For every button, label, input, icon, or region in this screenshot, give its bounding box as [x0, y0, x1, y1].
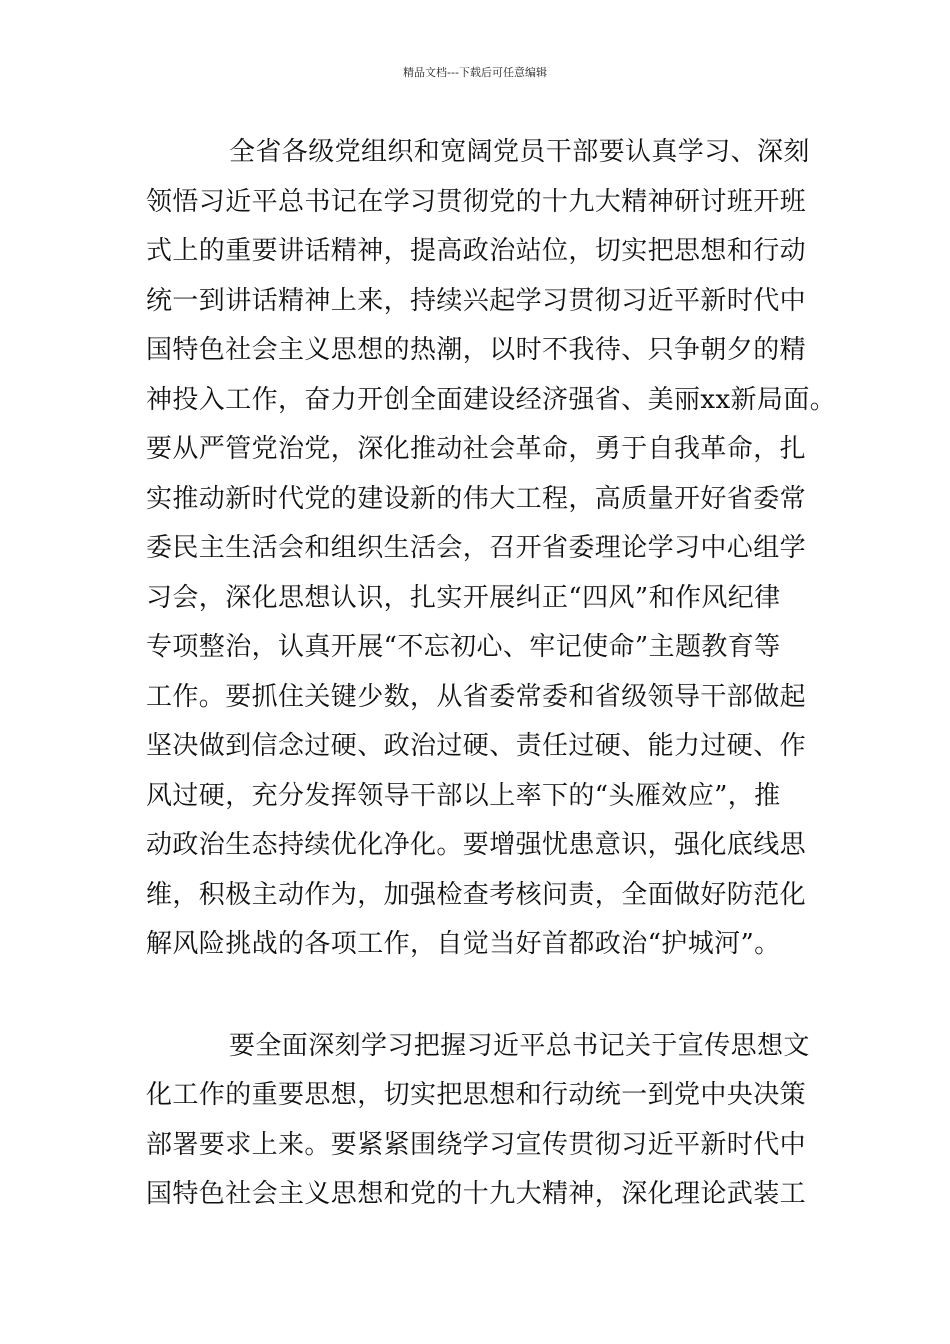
paragraph-line: 委民主生活会和组织生活会，召开省委理论学习中心组学	[146, 533, 807, 563]
paragraph-line: 解风险挑战的各项工作，自觉当好首都政治“护城河”。	[146, 929, 781, 959]
paragraph-2	[146, 1022, 822, 1220]
paragraph-line: 要全面深刻学习把握习近平总书记关于宣传思想文	[229, 1030, 810, 1061]
paragraph-line: 领悟习近平总书记在学习贯彻党的十九大精神研讨班开班	[146, 186, 807, 217]
paragraph-line: 实推动新时代党的建设新的伟大工程，高质量开好省委常	[146, 483, 807, 514]
paragraph-line: 要从严管党治党，深化推动社会革命，勇于自我革命，扎	[146, 434, 807, 464]
paragraph-line: 神投入工作，奋力开创全面建设经济强省、美丽xx新局面。	[146, 384, 837, 415]
paragraph-line: 全省各级党组织和宽阔党员干部要认真学习、深刻	[229, 137, 810, 167]
paragraph-line: 式上的重要讲话精神，提高政治站位，切实把思想和行动	[146, 236, 807, 266]
paragraph-line: 化工作的重要思想，切实把思想和行动统一到党中央决策	[146, 1080, 807, 1110]
paragraph-line: 习会，深化思想认识，扎实开展纠正“四风”和作风纪律	[146, 582, 781, 613]
paragraph-spacer	[146, 970, 822, 1022]
paragraph-line: 统一到讲话精神上来，持续兴起学习贯彻习近平新时代中	[146, 285, 807, 316]
paragraph-1	[146, 128, 837, 970]
paragraph-line: 维，积极主动作为，加强检查考核问责，全面做好防范化	[146, 879, 807, 910]
paragraph-line: 动政治生态持续优化净化。要增强忧患意识，强化底线思	[146, 830, 807, 860]
paragraph-line: 国特色社会主义思想的热潮，以时不我待、只争朝夕的精	[146, 335, 807, 365]
paragraph-line: 部署要求上来。要紧紧围绕学习宣传贯彻习近平新时代中	[146, 1129, 807, 1160]
paragraph-line: 专项整治，认真开展“不忘初心、牢记使命”主题教育等	[146, 632, 781, 662]
document-body	[146, 128, 837, 1220]
page-header: 精品文档---下载后可任意编辑	[403, 66, 547, 79]
paragraph-line: 工作。要抓住关键少数，从省委常委和省级领导干部做起	[146, 681, 807, 712]
paragraph-line: 国特色社会主义思想和党的十九大精神，深化理论武装工	[146, 1179, 807, 1209]
paragraph-line: 坚决做到信念过硬、政治过硬、责任过硬、能力过硬、作	[146, 731, 807, 761]
paragraph-line: 风过硬，充分发挥领导干部以上率下的“头雁效应”，推	[146, 780, 781, 811]
